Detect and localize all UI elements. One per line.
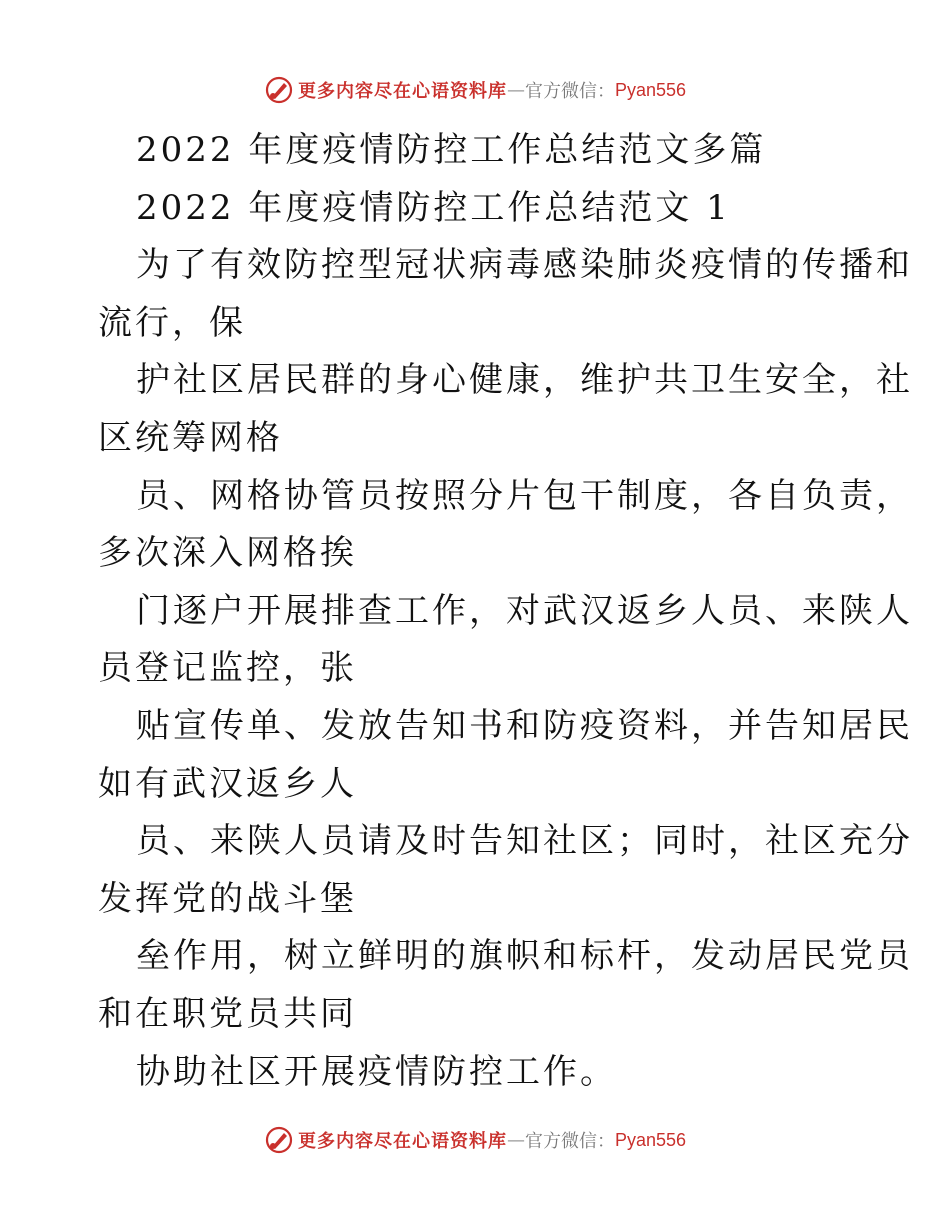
watermark-label: 官方微信： bbox=[524, 1131, 615, 1152]
body-line: 员、网格协管员按照分片包干制度，各自负责， bbox=[136, 475, 913, 516]
body-line: 为了有效防控型冠状病毒感染肺炎疫情的传播和 bbox=[136, 245, 913, 286]
watermark-site: 更多内容尽在心语资料库 bbox=[297, 81, 507, 102]
watermark-label: 官方微信： bbox=[524, 81, 615, 102]
brush-logo-icon bbox=[264, 75, 294, 105]
watermark-id: Pyan556 bbox=[614, 79, 687, 100]
body-line: 垒作用，树立鲜明的旗帜和标杆，发动居民党员 bbox=[136, 936, 913, 977]
body-line: 员、来陕人员请及时告知社区；同时，社区充分 bbox=[136, 821, 913, 862]
body-line: 流行，保 bbox=[98, 302, 246, 343]
footer-watermark bbox=[0, 1120, 950, 1160]
brush-logo-icon bbox=[264, 1125, 294, 1155]
body-line: 门逐户开展排查工作，对武汉返乡人员、来陕人 bbox=[136, 590, 913, 631]
body-line: 区统筹网格 bbox=[98, 417, 283, 458]
watermark-id: Pyan556 bbox=[614, 1129, 687, 1150]
section-heading: 2022 年度疫情防控工作总结范文 1 bbox=[136, 187, 731, 228]
document-title: 2022 年度疫情防控工作总结范文多篇 bbox=[136, 130, 767, 170]
header-watermark bbox=[0, 70, 950, 110]
body-line: 和在职党员共同 bbox=[98, 993, 357, 1034]
body-line: 协助社区开展疫情防控工作。 bbox=[136, 1051, 617, 1092]
body-line: 贴宣传单、发放告知书和防疫资料，并告知居民 bbox=[136, 705, 913, 746]
body-line: 发挥党的战斗堡 bbox=[98, 878, 357, 919]
body-line: 护社区居民群的身心健康，维护共卫生安全，社 bbox=[136, 360, 913, 401]
body-line: 如有武汉返乡人 bbox=[98, 763, 357, 804]
watermark-site: 更多内容尽在心语资料库 bbox=[297, 1131, 507, 1152]
body-line: 员登记监控，张 bbox=[98, 648, 357, 689]
watermark-separator: — bbox=[506, 79, 525, 101]
body-line: 多次深入网格挨 bbox=[98, 533, 357, 574]
document-body bbox=[98, 122, 913, 1101]
watermark-separator: — bbox=[506, 1129, 525, 1151]
